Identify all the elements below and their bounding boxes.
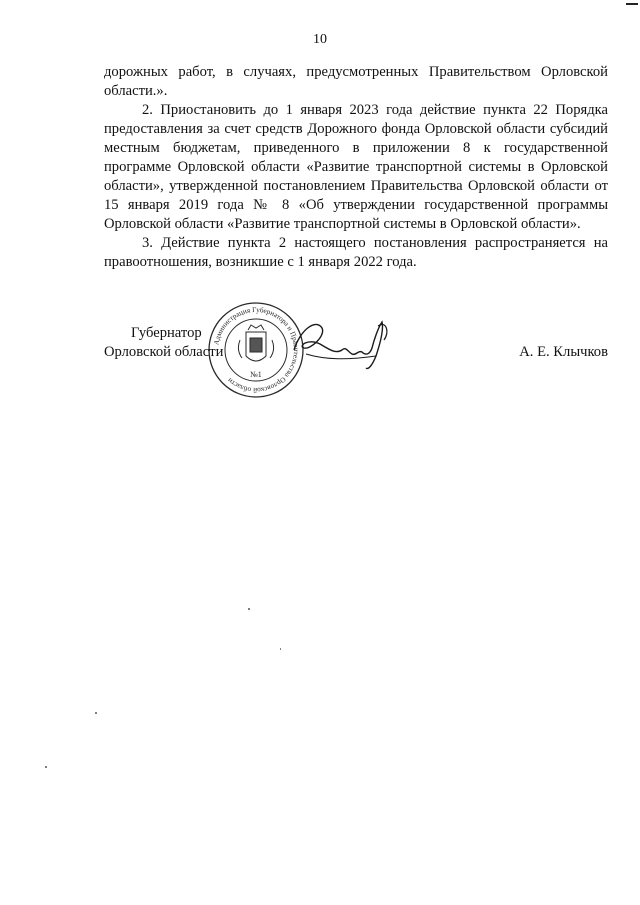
corner-mark: [626, 3, 638, 5]
page-number: 10: [313, 32, 327, 47]
scan-speck: [280, 648, 281, 650]
coat-of-arms-icon: [238, 325, 273, 361]
seal-text: Администрация Губернатора и Правительства Орловской области: [212, 305, 301, 395]
paragraph-3: 3. Действие пункта 2 настоящего постановления распространяется на правоотношения, возникшие с 1 января 2022 года.: [104, 235, 608, 270]
scan-speck: [45, 766, 47, 768]
signature-block: [0, 300, 640, 410]
paragraph-1: дорожных работ, в случаях, предусмотренных Правительством Орловской области.».: [104, 64, 608, 99]
paragraph-2: 2. Приостановить до 1 января 2023 года действие пункта 22 Порядка предоставления за счет средств Дорожного фонда Орловской области субсидий местным бюджетам, приведенного в приложении 8 к государственной программе Орловской области «Развитие транспортной системы в Орловской области», утвержденной постановлением Правительства Орловской области от 15 января 2019 года № 8 «Об утверждении государственной программы Орловской области «Развитие транспортной системы в Орловской области».: [104, 102, 608, 232]
scan-speck: [248, 608, 250, 610]
signatory-title-line2: Орловской области: [104, 344, 224, 360]
document-body: [104, 63, 608, 272]
handwritten-signature: [286, 310, 396, 380]
signatory-title-line1: Губернатор: [131, 325, 202, 341]
scan-speck: [95, 712, 97, 714]
seal-number: №1: [250, 370, 262, 379]
signatory-name: А. Е. Клычков: [519, 344, 608, 360]
